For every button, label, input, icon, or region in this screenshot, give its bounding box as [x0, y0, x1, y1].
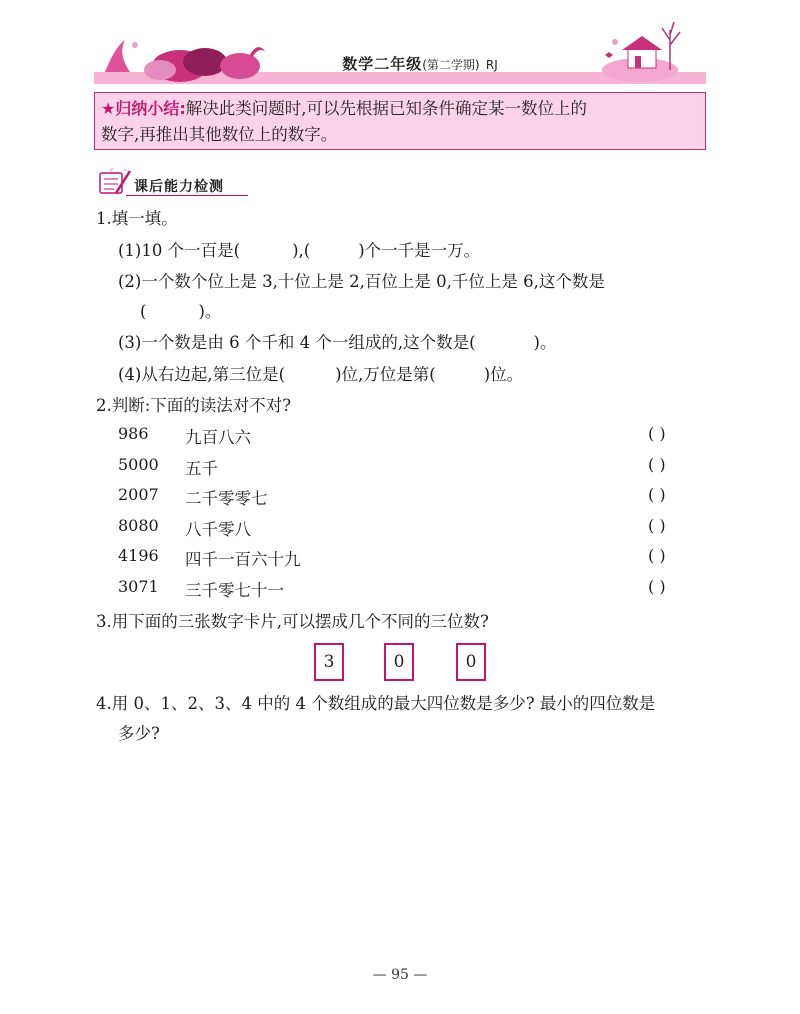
bush-icon: [183, 48, 227, 76]
q1-part2-close: )。: [198, 302, 222, 321]
bird-icon: [605, 52, 613, 58]
header-edition: RJ: [485, 58, 498, 72]
reading-text: 二千零零七: [185, 489, 268, 508]
q1-part1: [118, 237, 480, 261]
number-text: 5000: [118, 455, 159, 474]
sparkle-icon: [612, 39, 618, 45]
judgment-blank[interactable]: ( ): [648, 516, 666, 535]
judgment-blank[interactable]: ( ): [648, 577, 666, 596]
number-text: 986: [118, 424, 149, 443]
roof-icon: [622, 36, 662, 50]
number-text: 2007: [118, 485, 159, 504]
left-leaf-icon: [105, 40, 130, 72]
reading-text: 三千零七十一: [185, 581, 284, 600]
summary-box: [94, 92, 706, 150]
q3-title: 3.用下面的三张数字卡片,可以摆成几个不同的三位数?: [96, 612, 489, 631]
q1-title: 1.填一填。: [96, 209, 178, 228]
judgment-blank[interactable]: ( ): [648, 455, 666, 474]
door-icon: [635, 56, 641, 68]
section-title: 课后能力检测: [134, 179, 224, 195]
reading-text: 八千零八: [185, 520, 251, 539]
summary-label: ★归纳小结:: [101, 99, 186, 118]
digit-card: 0: [456, 643, 486, 681]
q1-part1-a: (1)10 个一百是(: [118, 241, 241, 260]
reading-text: 四千一百六十九: [185, 550, 301, 569]
leaf-icon: [250, 47, 265, 58]
judgment-blank[interactable]: ( ): [648, 424, 666, 443]
summary-line-2: 数字,再推出其他数位上的数字。: [101, 125, 338, 144]
judgment-blank[interactable]: ( ): [648, 485, 666, 504]
reading-text: 五千: [185, 459, 218, 478]
digit-card: 3: [314, 643, 344, 681]
q1-part4: [118, 361, 523, 385]
q4-line-2: 多少?: [118, 724, 160, 743]
header-decoration: [0, 0, 800, 92]
q1-part4-b: )位,万位是第(: [335, 365, 436, 384]
q1-part1-b: ),(: [292, 241, 311, 260]
q1-part3-a: (3)一个数是由 6 个千和 4 个一组成的,这个数是(: [118, 333, 476, 352]
q1-part2-line2: [140, 298, 221, 322]
house-icon: [628, 48, 656, 68]
bush-icon: [144, 60, 176, 80]
q1-part4-c: )位。: [483, 365, 524, 384]
q1-part1-c: )个一千是一万。: [358, 241, 481, 260]
page-number: — 95 —: [372, 967, 428, 983]
judgment-blank[interactable]: ( ): [648, 546, 666, 565]
number-text: 8080: [118, 516, 159, 535]
q1-part3-b: )。: [533, 333, 557, 352]
digit-card: 0: [384, 643, 414, 681]
q1-part3: [118, 329, 556, 353]
section-underline: [126, 195, 248, 196]
reading-text: 九百八六: [185, 428, 251, 447]
q1-part2-open: (: [140, 302, 147, 321]
header-subtitle: (第二学期): [422, 58, 480, 72]
number-text: 3071: [118, 577, 159, 596]
summary-line-1: 解决此类问题时,可以先根据已知条件确定某一数位上的: [185, 99, 587, 118]
section-header: [96, 167, 266, 199]
number-text: 4196: [118, 546, 159, 565]
page-header: [0, 0, 800, 92]
header-title: 数学二年级: [342, 55, 423, 73]
bush-icon: [220, 53, 260, 79]
sparkle-icon: [132, 42, 138, 48]
q4-line-1: 4.用 0、1、2、3、4 中的 4 个数组成的最大四位数是多少? 最小的四位数是: [96, 694, 656, 713]
q1-part4-a: (4)从右边起,第三位是(: [118, 365, 286, 384]
q2-title: 2.判断:下面的读法对不对?: [96, 396, 292, 415]
q1-part2-line1: (2)一个数个位上是 3,十位上是 2,百位上是 0,千位上是 6,这个数是: [118, 272, 605, 291]
